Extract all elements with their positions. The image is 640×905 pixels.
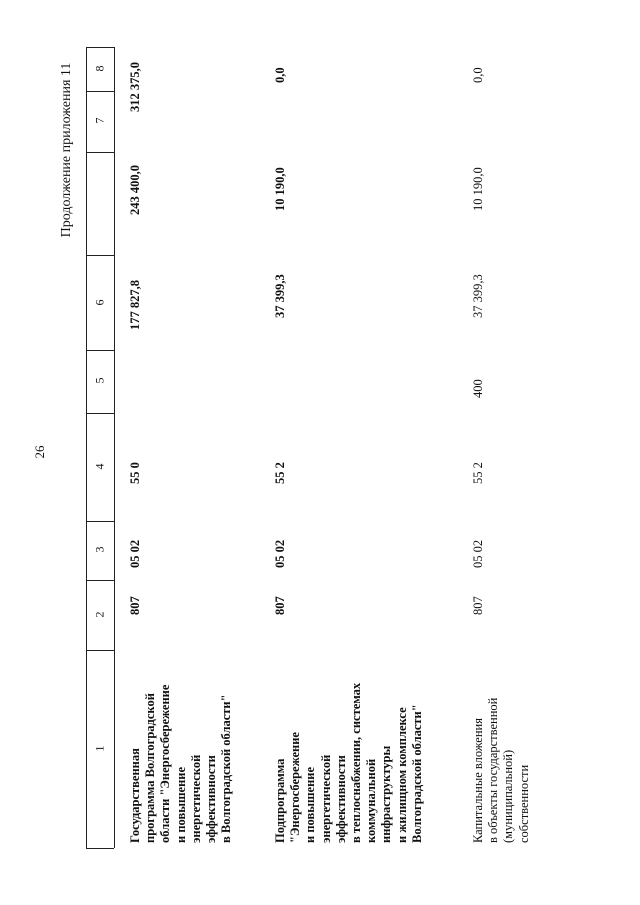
- cell-amount-col7: 10 190,0: [273, 167, 287, 211]
- cell-section-code: 05 02: [471, 539, 485, 568]
- cell-program-code: 55 2: [471, 462, 485, 484]
- cell-amount-col6: 177 827,8: [128, 280, 142, 330]
- cell-amount-col6: 37 399,3: [471, 274, 485, 318]
- cell-program-code: 55 2: [273, 462, 287, 484]
- page-number: 26: [32, 445, 47, 459]
- column-number-8: 8: [92, 65, 107, 72]
- column-number-4: 4: [92, 463, 107, 470]
- cell-program-code: 55 0: [128, 462, 142, 484]
- column-number-3: 3: [92, 546, 107, 553]
- cell-expense-type: 400: [471, 379, 485, 398]
- row-name: Государственная программа Волгоградской области "Энергосбережение и повышение энергетической эффективности в Волгоградской области": [128, 684, 234, 843]
- appendix-continuation-label: Продолжение приложения 11: [59, 62, 74, 238]
- cell-amount-col8: 0,0: [273, 67, 287, 83]
- column-number-6: 6: [92, 299, 107, 306]
- row-name: Подпрограмма "Энергосбережение и повышение энергетической эффективности в теплоснабжении, системах коммунальной инфраструктуры и жилищном комплексе Волгоградской области": [273, 682, 424, 843]
- column-number-7: 7: [92, 117, 107, 124]
- cell-section-code: 05 02: [273, 539, 287, 568]
- column-number-5: 5: [92, 377, 107, 384]
- cell-ministry-code: 807: [471, 596, 485, 615]
- column-number-1: 1: [92, 745, 107, 752]
- column-number-2: 2: [92, 611, 107, 618]
- cell-ministry-code: 807: [273, 596, 287, 615]
- cell-amount-col7: 10 190,0: [471, 167, 485, 211]
- cell-amount-col8: 312 375,0: [128, 62, 142, 112]
- cell-ministry-code: 807: [128, 596, 142, 615]
- cell-amount-col6: 37 399,3: [273, 274, 287, 318]
- cell-section-code: 05 02: [128, 539, 142, 568]
- cell-amount-col8: 0,0: [471, 67, 485, 83]
- cell-amount-col7: 243 400,0: [128, 165, 142, 215]
- row-name: Капитальные вложения в объекты государственной (муниципальной) собственности: [471, 697, 531, 843]
